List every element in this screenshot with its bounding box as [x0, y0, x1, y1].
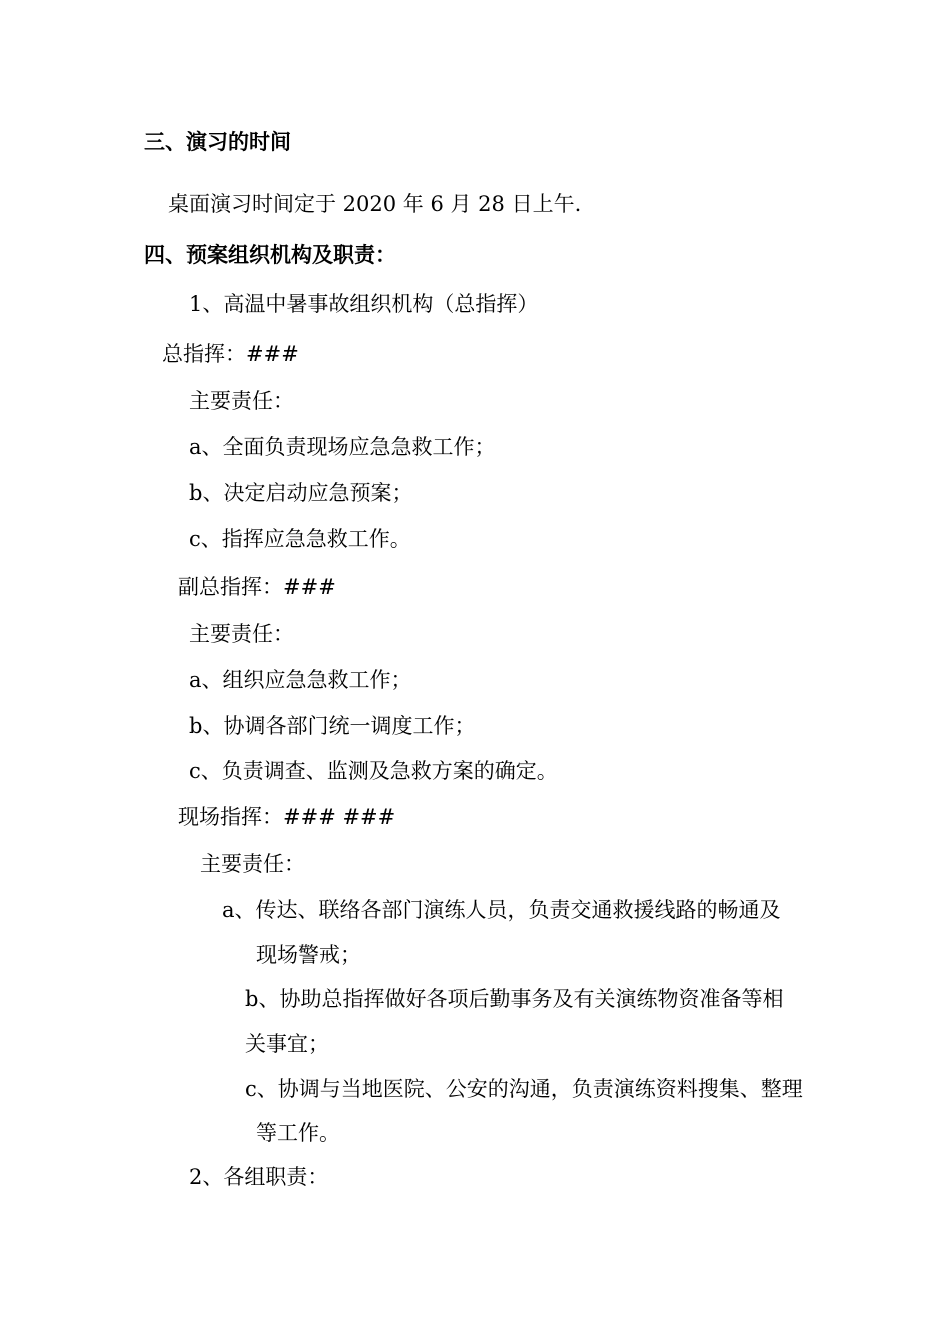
site-item-a-line1: a、传达、联络各部门演练人员，负责交通救援线路的畅通及	[222, 898, 781, 922]
commander-resp-title: 主要责任：	[189, 389, 294, 413]
site-item-b-line1: b、协助总指挥做好各项后勤事务及有关演练物资准备等相	[245, 987, 784, 1011]
site-item-a-line2: 现场警戒；	[256, 943, 361, 967]
section-3-heading: 三、演习的时间	[144, 130, 291, 154]
commander-label: 总指挥：###	[162, 342, 299, 366]
group-duties-title: 2、各组职责：	[189, 1165, 329, 1189]
deputy-resp-title: 主要责任：	[189, 622, 294, 646]
commander-item-c: c、指挥应急急救工作。	[189, 527, 411, 551]
drill-time-text: 桌面演习时间定于 2020 年 6 月 28 日上午.	[168, 192, 582, 216]
deputy-item-b: b、协调各部门统一调度工作；	[189, 714, 476, 738]
site-item-c-line1: c、协调与当地医院、公安的沟通，负责演练资料搜集、整理	[245, 1077, 803, 1101]
site-item-b-line2: 关事宜；	[245, 1032, 329, 1056]
commander-item-a: a、全面负责现场应急急救工作；	[189, 435, 496, 459]
site-item-c-line2: 等工作。	[256, 1121, 340, 1145]
section-4-heading: 四、预案组织机构及职责：	[144, 243, 396, 267]
deputy-label: 副总指挥：###	[178, 575, 336, 599]
deputy-item-c: c、负责调查、监测及急救方案的确定。	[189, 759, 558, 783]
org-structure-title: 1、高温中暑事故组织机构（总指挥）	[189, 292, 539, 316]
site-commander-label: 现场指挥：### ###	[178, 805, 396, 829]
deputy-item-a: a、组织应急急救工作；	[189, 668, 412, 692]
commander-item-b: b、决定启动应急预案；	[189, 481, 413, 505]
site-resp-title: 主要责任：	[200, 852, 305, 876]
